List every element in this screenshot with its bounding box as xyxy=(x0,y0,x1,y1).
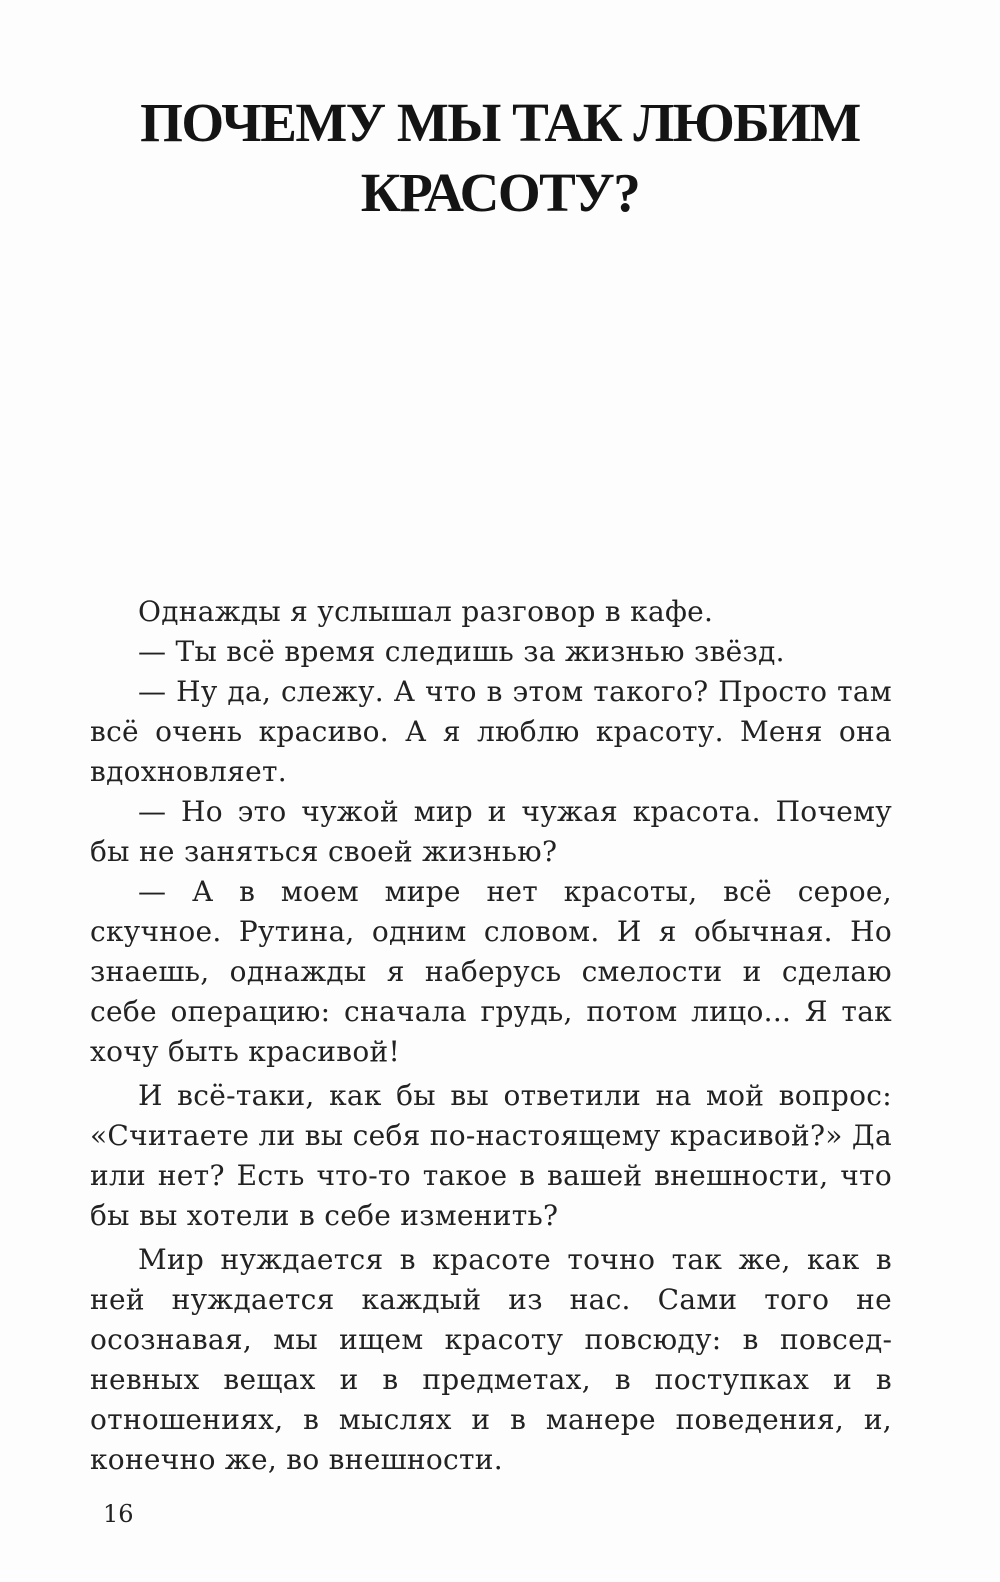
paragraph: И всё-таки, как бы вы ответили на мой вопрос: «Считаете ли вы себя по-настоящему красивой?» Да или нет? Есть что-то такое в вашей внешности, что бы вы хотели в себе изменить? xyxy=(90,1079,892,1232)
chapter-title xyxy=(0,88,1000,228)
paragraph: Однажды я услышал разговор в кафе. xyxy=(138,595,714,628)
paragraph: — Но это чужой мир и чужая красота. Почему бы не заняться своей жизнью? xyxy=(90,795,892,868)
paragraph: — А в моем мире нет красоты, всё серое, скучное. Рутина, одним словом. И я обычная. Но знаешь, однажды я наберусь смелости и сделаю себе операцию: сначала грудь, потом лицо... Я так хочу быть красивой! xyxy=(90,875,892,1068)
paragraph: Мир нуждается в красоте точно так же, как в ней нуждается каждый из нас. Сами того не осознавая, мы ищем красоту повсюду: в повседневных вещах и в предметах, в поступках и в отношениях, в мыслях и в манере поведения, и, конечно же, во внешности. xyxy=(90,1243,892,1476)
paragraph: — Ну да, слежу. А что в этом такого? Просто там всё очень красиво. А я люблю красоту. Меня она вдохновляет. xyxy=(90,675,892,788)
page-number: 16 xyxy=(103,1500,134,1528)
paragraph: — Ты всё время следишь за жизнью звёзд. xyxy=(138,635,785,668)
body-text xyxy=(90,592,892,1480)
chapter-title-line-2: КРАСОТУ? xyxy=(360,162,640,223)
chapter-title-line-1: ПОЧЕМУ МЫ ТАК ЛЮБИМ xyxy=(140,92,860,153)
